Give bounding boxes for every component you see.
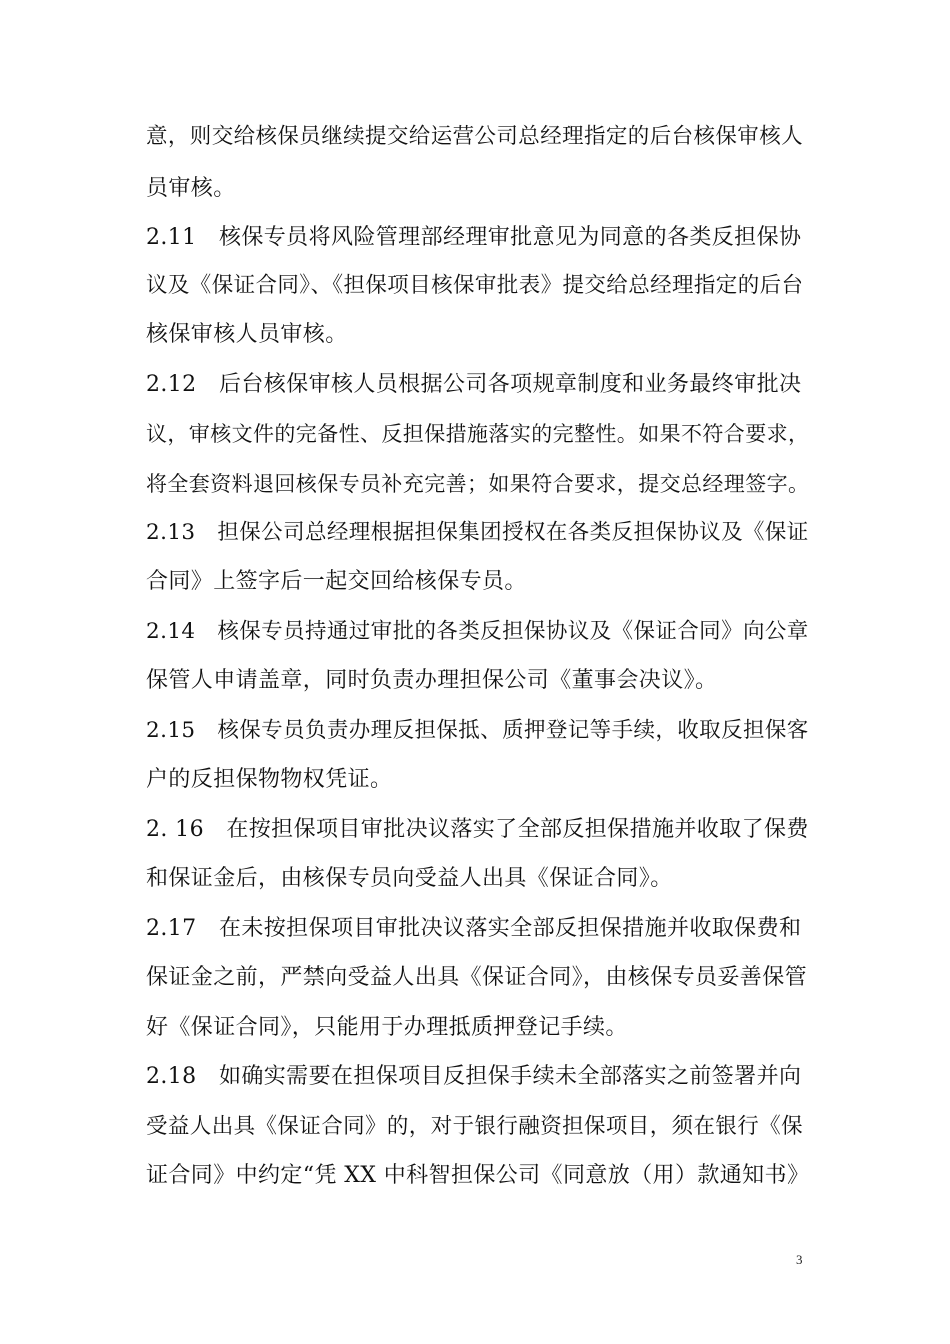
- paragraph-line: 员审核。: [146, 176, 236, 201]
- paragraph-line: 2.13 担保公司总经理根据担保集团授权在各类反担保协议及《保证: [146, 520, 809, 545]
- paragraph-line: 和保证金后，由核保专员向受益人出具《保证合同》。: [146, 866, 673, 891]
- paragraph-line: 2. 16 在按担保项目审批决议落实了全部反担保措施并收取了保费: [146, 817, 809, 842]
- paragraph-line: 2.15 核保专员负责办理反担保抵、质押登记等手续，收取反担保客: [146, 718, 809, 743]
- paragraph-line: 好《保证合同》，只能用于办理抵质押登记手续。: [146, 1015, 628, 1040]
- paragraph-line: 2.17 在未按担保项目审批决议落实全部反担保措施并收取保费和: [146, 916, 802, 941]
- paragraph-line: 核保审核人员审核。: [146, 322, 348, 347]
- paragraph-line: 意，则交给核保员继续提交给运营公司总经理指定的后台核保审核人: [146, 124, 804, 149]
- paragraph-line: 保管人申请盖章，同时负责办理担保公司《董事会决议》。: [146, 668, 718, 693]
- paragraph-line: 合同》上签字后一起交回给核保专员。: [146, 569, 527, 594]
- paragraph-line: 2.18 如确实需要在担保项目反担保手续未全部落实之前签署并向: [146, 1064, 802, 1089]
- paragraph-line: 2.12 后台核保审核人员根据公司各项规章制度和业务最终审批决: [146, 372, 802, 397]
- page-number: 3: [796, 1252, 803, 1267]
- paragraph-line: 2.14 核保专员持通过审批的各类反担保协议及《保证合同》向公章: [146, 619, 809, 644]
- paragraph-line: 保证金之前，严禁向受益人出具《保证合同》，由核保专员妥善保管: [146, 965, 808, 990]
- paragraph-line: 户的反担保物物权凭证。: [146, 767, 393, 792]
- paragraph-line: 2.11 核保专员将风险管理部经理审批意见为同意的各类反担保协: [146, 225, 802, 250]
- paragraph-line: 议，审核文件的完备性、反担保措施落实的完整性。如果不符合要求，: [146, 422, 810, 446]
- paragraph-line: 议及《保证合同》、《担保项目核保审批表》提交给总经理指定的后台: [146, 273, 804, 298]
- paragraph-line: 受益人出具《保证合同》的，对于银行融资担保项目，须在银行《保: [146, 1114, 804, 1139]
- paragraph-line: 将全套资料退回核保专员补充完善；如果符合要求，提交总经理签字。: [146, 472, 810, 496]
- paragraph-line: 证合同》中约定“凭 XX 中科智担保公司《同意放（用）款通知书》: [146, 1163, 810, 1188]
